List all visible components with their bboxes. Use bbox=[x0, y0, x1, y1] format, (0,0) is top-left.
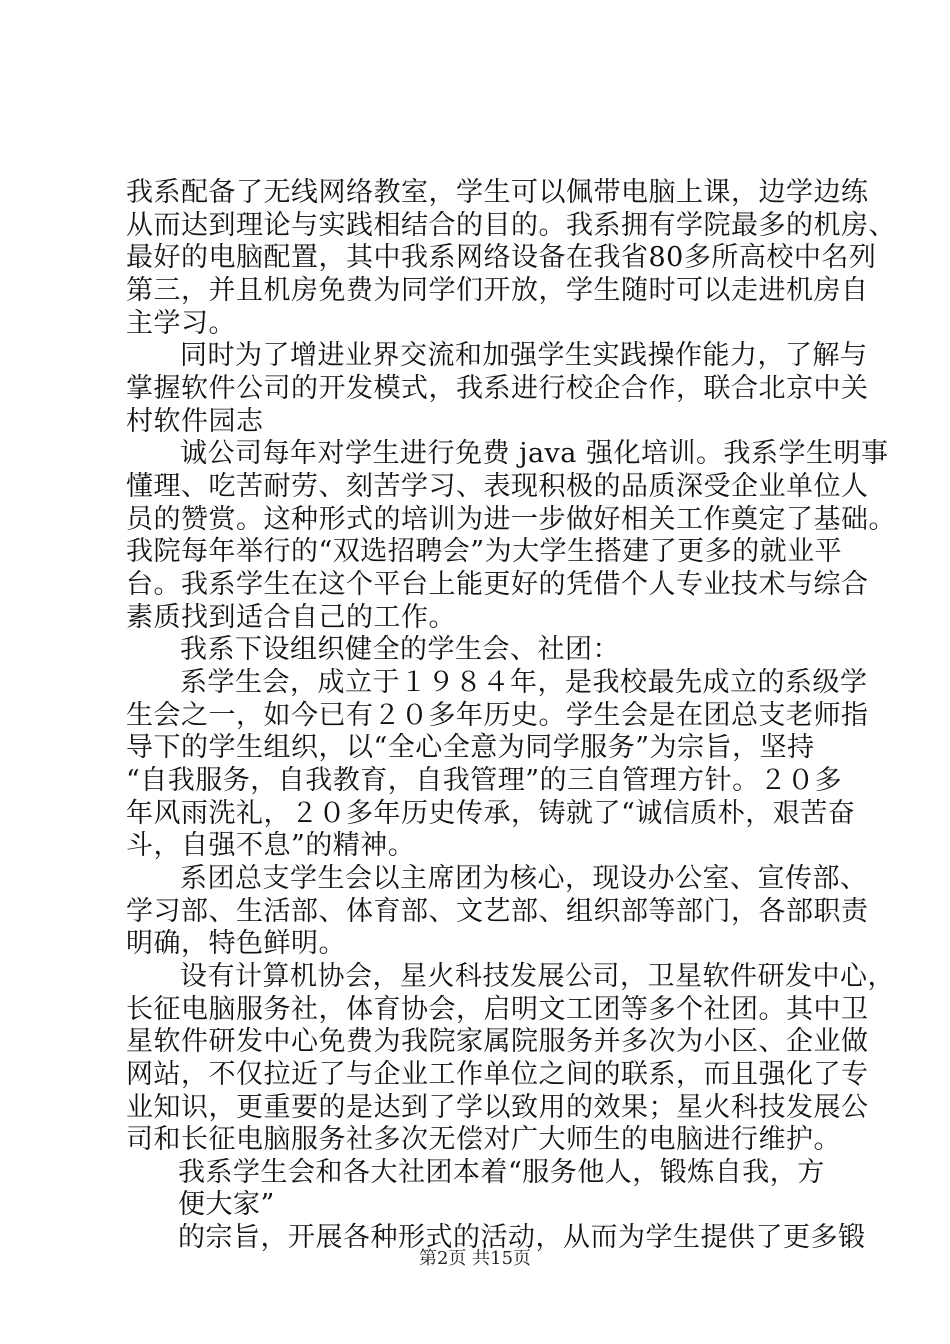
text-line: 素质找到适合自己的工作。 bbox=[126, 601, 456, 633]
text-line: 网站，不仅拉近了与企业工作单位之间的联系，而且强化了专 bbox=[126, 1058, 869, 1090]
text-line: 的宗旨，开展各种形式的活动，从而为学生提供了更多锻 bbox=[178, 1222, 866, 1254]
text-line: 系团总支学生会以主席团为核心，现设办公室、宣传部、 bbox=[180, 862, 868, 894]
text-line: 设有计算机协会，星火科技发展公司，卫星软件研发中心， bbox=[180, 960, 895, 992]
text-line: 星软件研发中心免费为我院家属院服务并多次为小区、企业做 bbox=[126, 1026, 869, 1058]
text-line: 员的赞赏。这种形式的培训为进一步做好相关工作奠定了基础。 bbox=[126, 503, 896, 535]
text-line: 诚公司每年对学生进行免费 java 强化培训。我系学生明事 bbox=[180, 438, 889, 470]
page-footer: 第2页 共15页 bbox=[418, 1248, 532, 1269]
text-line: 我系下设组织健全的学生会、社团： bbox=[180, 634, 620, 666]
text-line: 业知识，更重要的是达到了学以致用的效果；星火科技发展公 bbox=[126, 1091, 869, 1123]
text-line: 最好的电脑配置，其中我系网络设备在我省80多所高校中名列 bbox=[126, 242, 877, 274]
text-line: 第三，并且机房免费为同学们开放，学生随时可以走进机房自 bbox=[126, 274, 869, 306]
text-line: 主学习。 bbox=[126, 307, 236, 339]
text-line: 我院每年举行的“双选招聘会”为大学生搭建了更多的就业平 bbox=[126, 536, 843, 568]
text-line: “自我服务，自我教育，自我管理”的三自管理方针。２０多 bbox=[126, 764, 843, 796]
text-line: 台。我系学生在这个平台上能更好的凭借个人专业技术与综合 bbox=[126, 568, 869, 600]
text-line: 懂理、吃苦耐劳、刻苦学习、表现积极的品质深受企业单位人 bbox=[126, 470, 869, 502]
text-line: 系学生会，成立于１９８４年，是我校最先成立的系级学 bbox=[180, 666, 868, 698]
text-line: 同时为了增进业界交流和加强学生实践操作能力，了解与 bbox=[180, 340, 868, 372]
text-line: 村软件园志 bbox=[126, 405, 264, 437]
text-line: 长征电脑服务社，体育协会，启明文工团等多个社团。其中卫 bbox=[126, 993, 869, 1025]
text-line: 年风雨洗礼，２０多年历史传承，铸就了“诚信质朴，艰苦奋 bbox=[126, 797, 856, 829]
text-line: 斗，自强不息”的精神。 bbox=[126, 830, 416, 862]
text-line: 从而达到理论与实践相结合的目的。我系拥有学院最多的机房、 bbox=[126, 209, 896, 241]
text-line: 我系配备了无线网络教室，学生可以佩带电脑上课，边学边练 bbox=[126, 177, 869, 208]
text-line: 便大家” bbox=[178, 1189, 275, 1221]
text-line: 我系学生会和各大社团本着“服务他人，锻炼自我，方 bbox=[178, 1156, 825, 1188]
text-line: 生会之一，如今已有２０多年历史。学生会是在团总支老师指 bbox=[126, 699, 869, 731]
text-line: 明确，特色鲜明。 bbox=[126, 928, 346, 960]
text-line: 导下的学生组织，以“全心全意为同学服务”为宗旨，坚持 bbox=[126, 732, 815, 764]
text-line: 司和长征电脑服务社多次无偿对广大师生的电脑进行维护。 bbox=[126, 1124, 841, 1156]
text-line: 掌握软件公司的开发模式，我系进行校企合作，联合北京中关 bbox=[126, 372, 869, 404]
text-line: 学习部、生活部、体育部、文艺部、组织部等部门，各部职责 bbox=[126, 895, 869, 927]
